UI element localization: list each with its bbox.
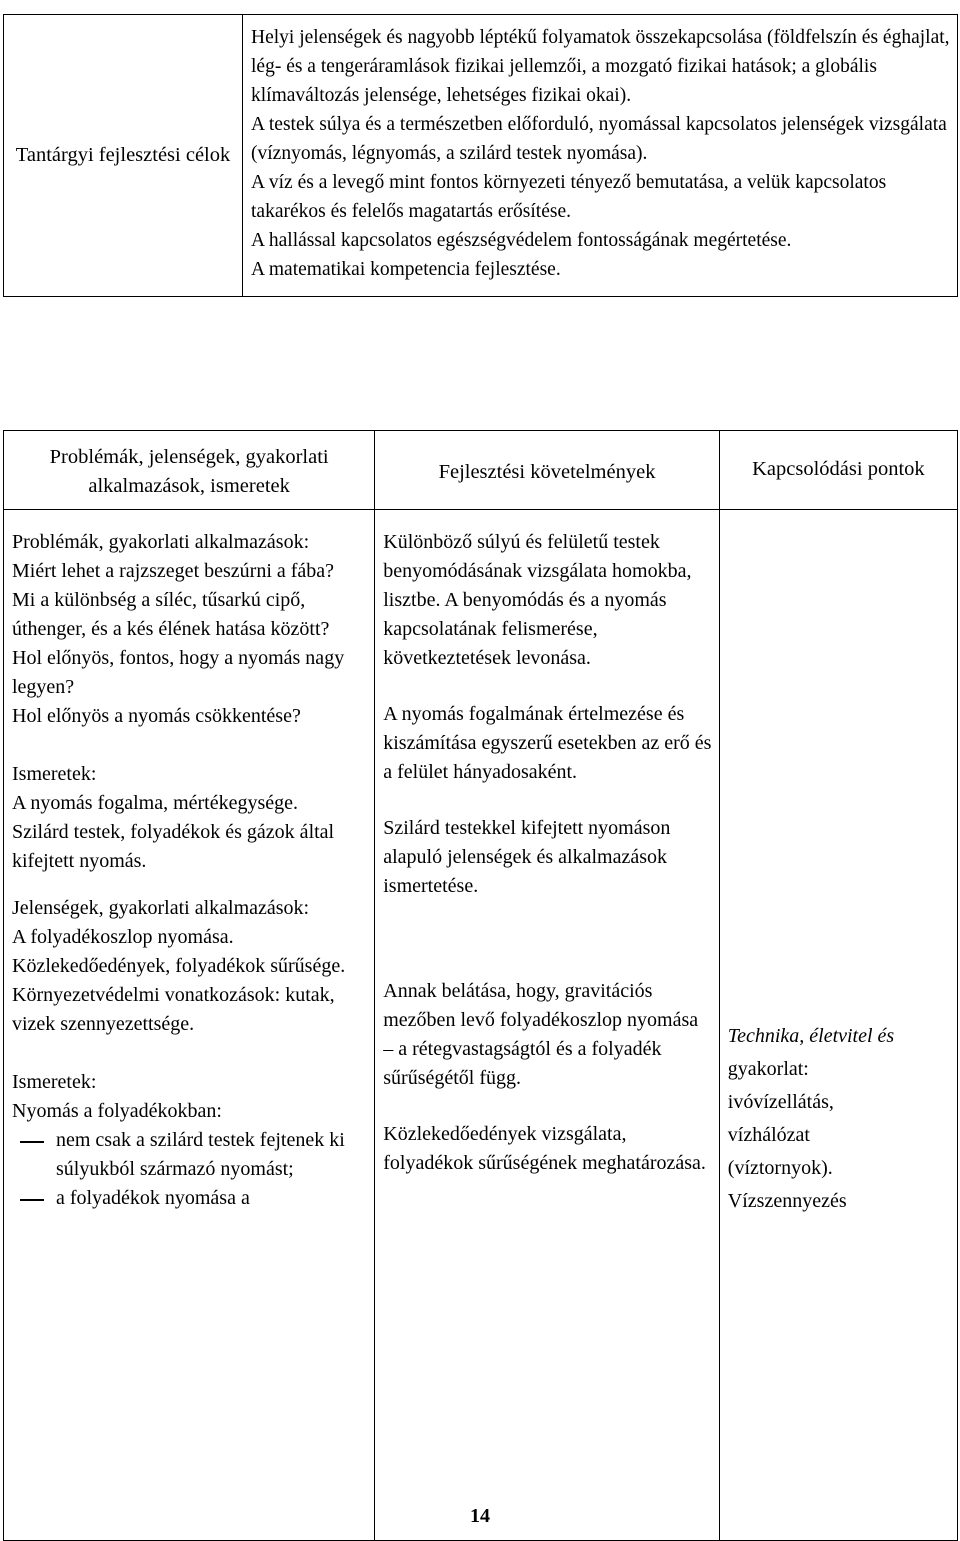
connection-line: (víztornyok). — [727, 1157, 833, 1179]
requirement-para: Különböző súlyú és felületű testek benyomódásának vizsgálata homokba, lisztbe. A benyomódás és a nyomás kapcsolatának felismerése, következtetések levonása. — [383, 531, 692, 669]
header-connections: Kapcsolódási pontok — [719, 431, 957, 510]
block-title: Problémák, gyakorlati alkalmazások: — [12, 531, 310, 553]
list-item: A folyadékoszlop nyomása. — [12, 926, 234, 948]
requirement-para: Közlekedőedények vizsgálata, folyadékok sűrűségének meghatározása. — [383, 1123, 706, 1174]
connection-line: vízhálózat — [727, 1124, 810, 1146]
list-item: Hol előnyös a nyomás csökkentése? — [12, 705, 301, 727]
dash-text: nem csak a szilárd testek fejtenek ki súlyukból származó nyomást; — [56, 1129, 345, 1180]
goals-label: Tantárgyi fejlesztési célok — [15, 144, 231, 166]
list-item: Mi a különbség a síléc, tűsarkú cipő, úthenger, és a kés élének hatása között? — [12, 589, 330, 640]
list-item: Közlekedőedények, folyadékok sűrűsége. Környezetvédelmi vonatkozások: kutak, vizek szennyezettsége. — [12, 955, 346, 1035]
connection-line: gyakorlat: — [727, 1058, 809, 1080]
list-item: A nyomás fogalma, mértékegysége. — [12, 792, 299, 814]
connection-title: Technika, életvitel és — [727, 1025, 895, 1047]
goal-item: A hallással kapcsolatos egészségvédelem fontosságának megértetése. — [251, 230, 792, 251]
list-item: Miért lehet a rajzszeget beszúrni a fába? — [12, 560, 335, 582]
goals-content-cell — [243, 15, 958, 297]
dash-item — [12, 1126, 368, 1184]
goal-item: A matematikai kompetencia fejlesztése. — [251, 259, 561, 280]
list-item: Szilárd testek, folyadékok és gázok által kifejtett nyomás. — [12, 821, 335, 872]
requirement-para: Annak belátása, hogy, gravitációs mezőben levő folyadékoszlop nyomása – a rétegvastagságtól és a folyadék sűrűségétől függ. — [383, 980, 699, 1089]
connection-line: Vízszennyezés — [727, 1190, 847, 1212]
goal-item: A testek súlya és a természetben előforduló, nyomással kapcsolatos jelenségek vizsgálata (víznyomás, légnyomás, a szilárd testek nyomása). — [251, 114, 947, 164]
dash-icon — [12, 1184, 56, 1213]
header-problems: Problémák, jelenségek, gyakorlati alkalmazások, ismeretek — [4, 431, 375, 510]
list-item: Hol előnyös, fontos, hogy a nyomás nagy legyen? — [12, 647, 345, 698]
header-requirements: Fejlesztési követelmények — [375, 431, 720, 510]
problems-cell — [4, 510, 375, 1541]
requirements-cell — [375, 510, 720, 1541]
curriculum-table — [3, 430, 958, 1541]
block-title: Ismeretek: — [12, 1071, 97, 1093]
header-row — [4, 431, 958, 510]
page-number: 14 — [470, 1505, 490, 1527]
goal-item: Helyi jelenségek és nagyobb léptékű folyamatok összekapcsolása (földfelszín és éghajlat, lég- és a tengeráramlások fizikai jellemzői, a mozgató fizikai hatások; a globális klímaváltozás jelensége, lehetséges fizikai okai). — [251, 27, 950, 106]
goal-item: A víz és a levegő mint fontos környezeti tényező bemutatása, a velük kapcsolatos takarékos és felelős magatartás erősítése. — [251, 172, 887, 222]
requirement-para: A nyomás fogalmának értelmezése és kiszámítása egyszerű esetekben az erő és a felület hányadosaként. — [383, 703, 712, 783]
goals-label-cell — [4, 15, 243, 297]
list-intro: Nyomás a folyadékokban: — [12, 1100, 222, 1122]
dash-item — [12, 1184, 368, 1213]
connections-cell — [719, 510, 957, 1541]
block-title: Jelenségek, gyakorlati alkalmazások: — [12, 897, 310, 919]
requirement-para: Szilárd testekkel kifejtett nyomáson alapuló jelenségek és alkalmazások ismertetése. — [383, 817, 671, 897]
block-title: Ismeretek: — [12, 763, 97, 785]
dash-icon — [12, 1126, 56, 1184]
dash-text: a folyadékok nyomása a — [56, 1187, 250, 1209]
content-row — [4, 510, 958, 1541]
connection-line: ivóvízellátás, — [727, 1091, 834, 1113]
goals-table — [3, 14, 958, 297]
